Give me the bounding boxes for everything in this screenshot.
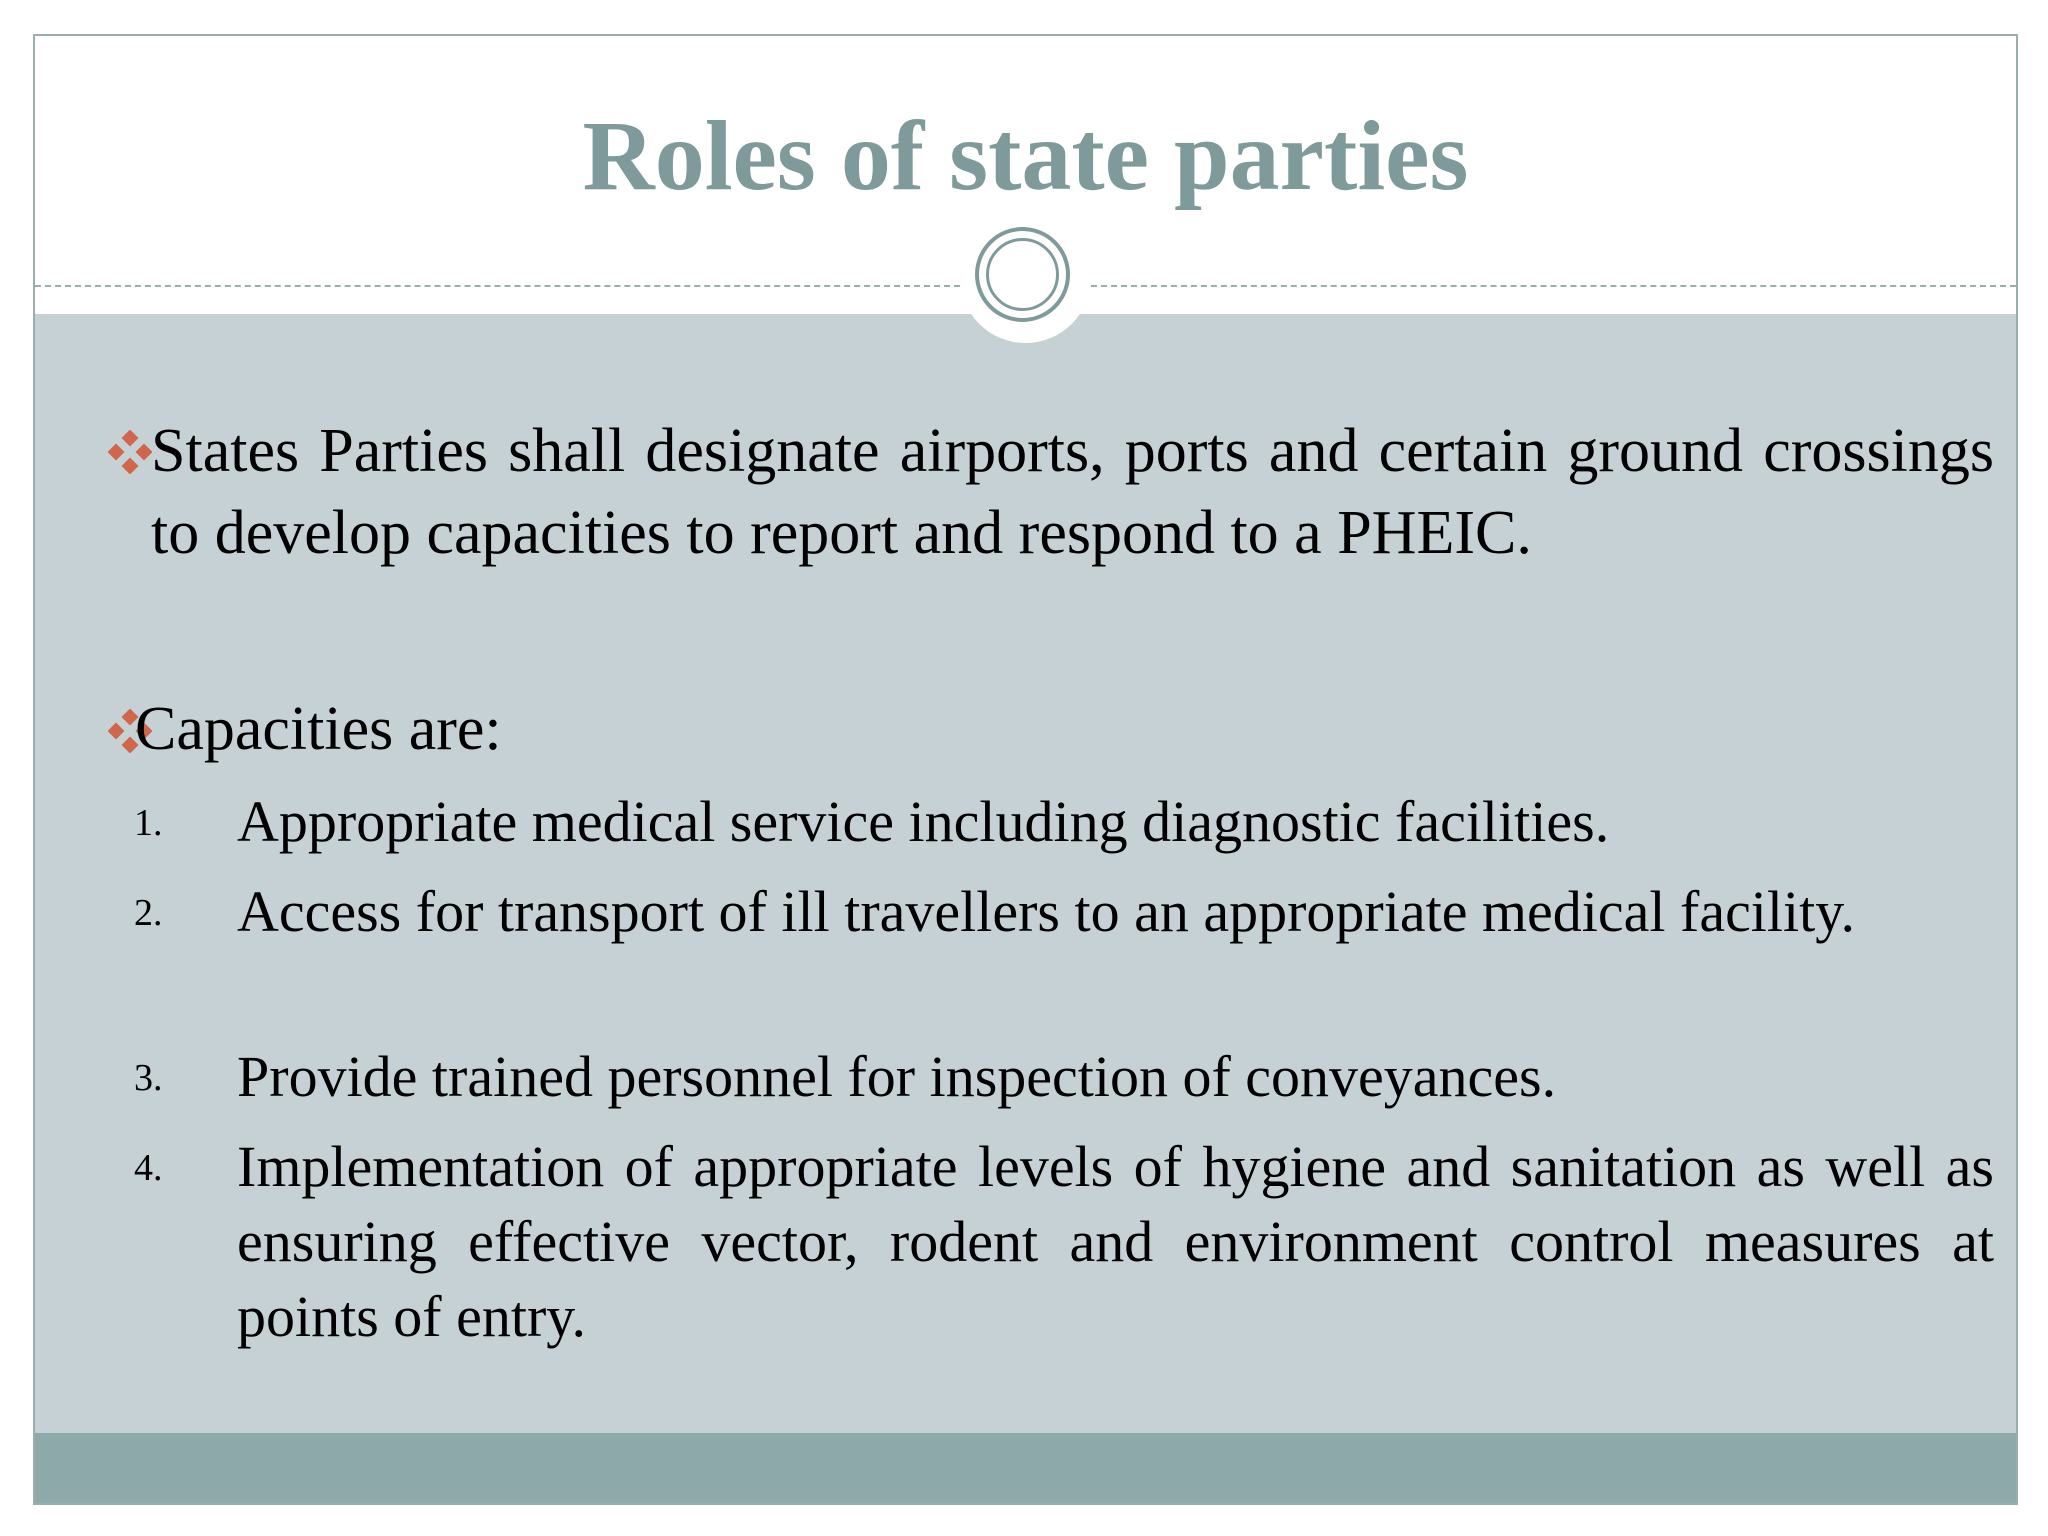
list-number: 1. [134,802,163,844]
list-number: 3. [134,1057,163,1099]
slide-content [35,36,2016,1503]
list-number: 2. [134,892,163,934]
list-item-text: Implementation of appropriate levels of hygiene and sanitation as well as ensuring effective vector, rodent and environment control measures at points of entry. [237,1134,1994,1349]
bullet-text-capacities: Capacities are: [135,695,502,763]
slide-title: Roles of state parties [582,100,1469,211]
list-item-text: Appropriate medical service including diagnostic facilities. [237,789,1610,854]
list-item-text: Access for transport of ill travellers to an appropriate medical facility. [237,879,1855,944]
bullet-text-designation: States Parties shall designate airports, ports and certain ground crossings to develop capacities to report and respond to a PHEIC. [151,417,1994,567]
diamond-bullet-icon [108,430,152,474]
slide [33,34,2018,1505]
list-item-text: Provide trained personnel for inspection of conveyances. [237,1044,1557,1109]
list-number: 4. [134,1147,163,1189]
